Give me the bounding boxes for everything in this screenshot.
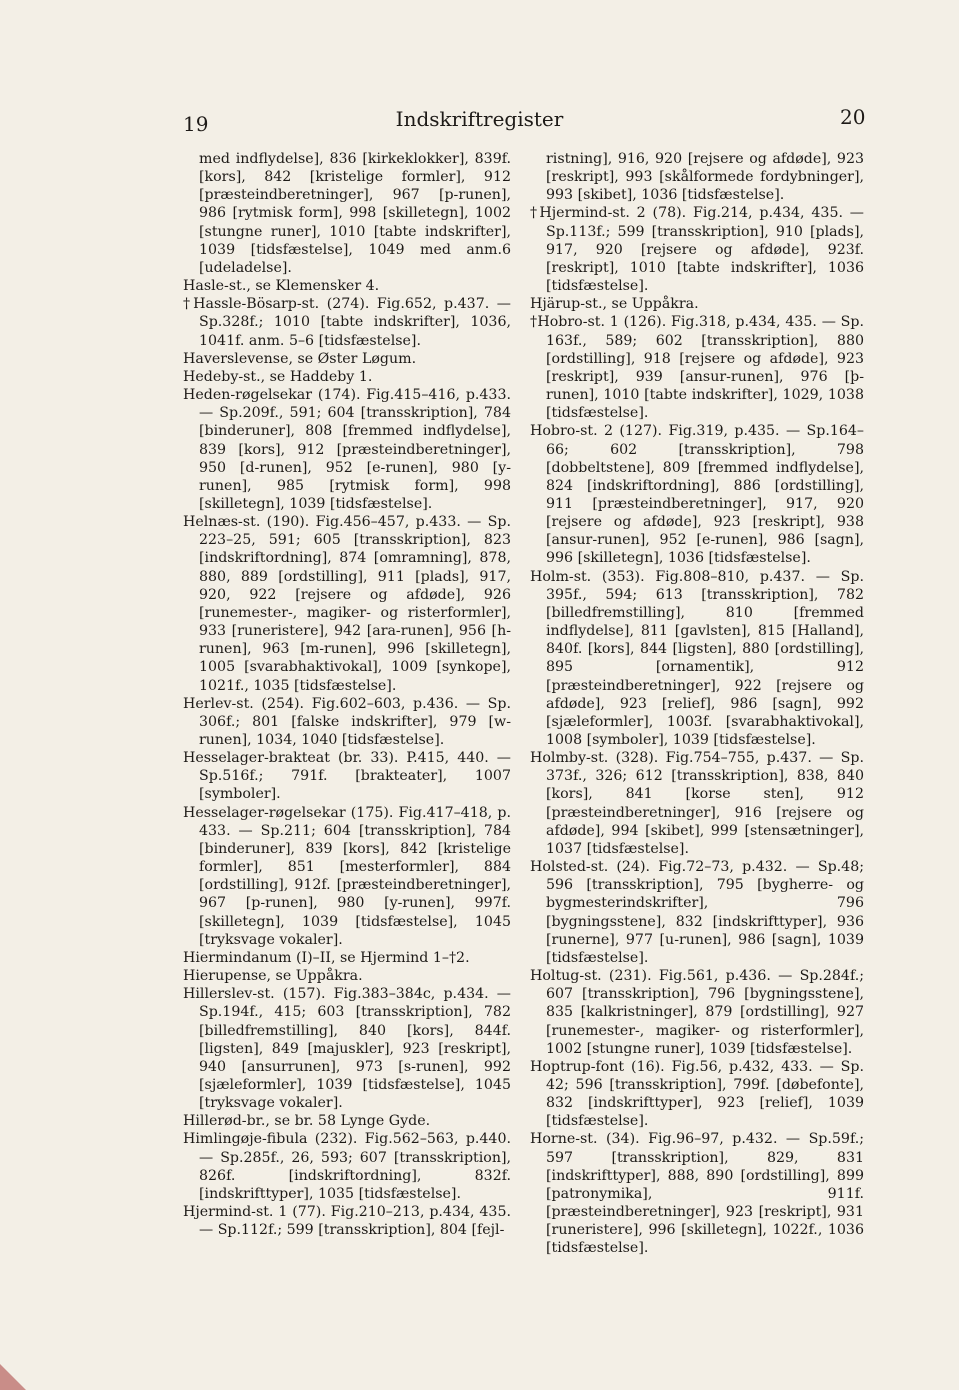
index-entry: †Hjermind-st. 2 (78). Fig.214, p.434, 435. — Sp.113f.; 599 [transskription], 910 [plads], 917, 920 [rejsere og afdøde], 923f. [reskript], 1010 [tabte indskrifter], 1036 [tidsfæstelse]. [530, 205, 864, 295]
index-entry: Hierupense, se Uppåkra. [183, 968, 363, 985]
index-entry: Himlingøje-fibula (232). Fig.562–563, p.440. — Sp.285f., 26, 593; 607 [transskription], 826f. [indskriftordning], 832f. [indskrifttyper], 1035 [tidsfæstelse]. [183, 1131, 511, 1202]
index-entry: Holsted-st. (24). Fig.72–73, p.432. — Sp.48; 596 [transskription], 795 [bygherre- og bygmesterindskrifter], 796 [bygningsstene], 832 [indskrifttyper], 936 [runerne], 977 [u-runen], 986 [sagn], 1039 [tidsfæstelse]. [530, 859, 864, 966]
page-number-right: 20 [840, 105, 866, 129]
page-number-left: 19 [183, 112, 209, 136]
index-entry: Hedeby-st., se Haddeby 1. [183, 368, 373, 385]
index-entry: Hoptrup-font (16). Fig.56, p.432, 433. — Sp. 42; 596 [transskription], 799f. [døbefonte], 832 [indskrifttyper], 923 [relief], 1039 [tidsfæstelse]. [530, 1058, 864, 1130]
left-column [183, 150, 511, 1239]
index-entry: Hillerslev-st. (157). Fig.383–384c, p.434. — Sp.194f., 415; 603 [transskription], 782 [billedfremstilling], 840 [kors], 844f. [ligsten], 849 [majuskler], 923 [reskript], 940 [ansurrunen], 973 [s-runen], 992 [sjæleformler], 1039 [tidsfæstelse], 1045 [tryksvage vokaler]. [183, 986, 511, 1112]
index-entry: Hesselager-røgelsekar (175). Fig.417–418, p. 433. — Sp.211; 604 [transskription], 784 [binderuner], 839 [kors], 842 [kristelige formler], 851 [mesterformler], 884 [ordstilling], 912f. [præsteindberetninger], 967 [p-runen], 980 [y-runen], 997f. [skilletegn], 1039 [tidsfæstelse], 1045 [tryksvage vokaler]. [183, 804, 511, 948]
index-entry: †Hobro-st. 1 (126). Fig.318, p.434, 435. — Sp. 163f., 589; 602 [transskription], 880 [ordstilling], 918 [rejsere og afdøde], 923 [reskript], 939 [ansur-runen], 976 [þ-runen], 1010 [tabte indskrifter], 1029, 1038 [tidsfæstelse]. [530, 314, 864, 422]
index-entry: Haverslevense, se Øster Løgum. [183, 350, 417, 367]
right-column [530, 150, 864, 1258]
index-entry: Hjärup-st., se Uppåkra. [530, 296, 699, 313]
index-entry: Holtug-st. (231). Fig.561, p.436. — Sp.284f.; 607 [transskription], 796 [bygningsstene], 835 [kalkristninger], 879 [ordstilling], 927 [runemester-, magiker- og risterformler], 1002 [stungne runer], 1039 [tidsfæstelse]. [530, 968, 864, 1057]
index-entry: Holmby-st. (328). Fig.754–755, p.437. — Sp. 373f., 326; 612 [transskription], 838, 840 [kors], 841 [korse sten], 912 [præsteindberetninger], 916 [rejsere og afdøde], 994 [skibet], 999 [stensætninger], 1037 [tidsfæstelse]. [530, 750, 864, 857]
index-entry: Hillerød-br., se br. 58 Lynge Gyde. [183, 1113, 431, 1130]
index-entry: med indflydelse], 836 [kirkeklokker], 839f. [kors], 842 [kristelige formler], 912 [præsteindberetninger], 967 [p-runen], 986 [rytmisk form], 998 [skilletegn], 1002 [stungne runer], 1010 [tabte indskrifter], 1039 [tidsfæstelse], 1049 med anm.6 [udeladelse]. [199, 151, 511, 276]
index-entry: Herlev-st. (254). Fig.602–603, p.436. — Sp. 306f.; 801 [falske indskrifter], 979 [w-runen], 1034, 1040 [tidsfæstelse]. [183, 695, 511, 748]
index-entry: ristning], 916, 920 [rejsere og afdøde], 923 [reskript], 993 [skålformede fordybninger], 993 [skibet], 1036 [tidsfæstelse]. [546, 151, 864, 204]
index-entry: Horne-st. (34). Fig.96–97, p.432. — Sp.59f.; 597 [transskription], 829, 831 [indskrifttyper], 888, 890 [ordstilling], 899 [patronymika], 911f. [præsteindberetninger], 923 [reskript], 931 [runeristere], 996 [skilletegn], 1022f., 1036 [tidsfæstelse]. [530, 1131, 864, 1257]
index-entry: Hjermind-st. 1 (77). Fig.210–213, p.434, 435. — Sp.112f.; 599 [transskription], 804 [fejl- [183, 1204, 511, 1239]
page-corner-mark [0, 1364, 26, 1390]
index-entry: Hobro-st. 2 (127). Fig.319, p.435. — Sp.164–66; 602 [transskription], 798 [dobbeltstene], 809 [fremmed indflydelse], 824 [indskriftordning], 886 [ordstilling], 911 [præsteindberetninger], 917, 920 [rejsere og afdøde], 923 [reskript], 938 [ansur-runen], 952 [e-runen], 986 [sagn], 996 [skilletegn], 1036 [tidsfæstelse]. [530, 423, 864, 567]
index-entry: Hasle-st., se Klemensker 4. [183, 278, 380, 295]
running-title: Indskriftregister [395, 107, 564, 131]
index-entry: Helnæs-st. (190). Fig.456–457, p.433. — Sp. 223–25, 591; 605 [transskription], 823 [indskriftordning], 874 [omramning], 878, 880, 889 [ordstilling], 911 [plads], 917, 920, 922 [rejsere og afdøde], 926 [runemester-, magiker- og risterformler], 933 [runeristere], 942 [ara-runen], 956 [h-runen], 963 [m-runen], 996 [skilletegn], 1005 [svarabhaktivokal], 1009 [synkope], 1021f., 1035 [tidsfæstelse]. [183, 514, 511, 694]
index-entry: Heden-røgelsekar (174). Fig.415–416, p.433. — Sp.209f., 591; 604 [transskription], 784 [binderuner], 808 [fremmed indflydelse], 839 [kors], 912 [præsteindberetninger], 950 [d-runen], 952 [e-runen], 980 [y-runen], 985 [rytmisk form], 998 [skilletegn], 1039 [tidsfæstelse]. [183, 387, 511, 512]
index-entry: Hesselager-brakteat (br. 33). P.415, 440. — Sp.516f.; 791f. [brakteater], 1007 [symboler]. [183, 750, 511, 803]
index-entry: Hiermindanum (I)–II, se Hjermind 1–†2. [183, 949, 470, 966]
page-header [0, 100, 959, 140]
index-entry: †Hassle-Bösarp-st. (274). Fig.652, p.437. — Sp.328f.; 1010 [tabte indskrifter], 1036, 1041f. anm. 5–6 [tidsfæstelse]. [183, 296, 511, 349]
index-entry: Holm-st. (353). Fig.808–810, p.437. — Sp. 395f., 594; 613 [transskription], 782 [billedfremstilling], 810 [fremmed indflydelse], 811 [gavlsten], 815 [Halland], 840f. [kors], 844 [ligsten], 880 [ordstilling], 895 [ornamentik], 912 [præsteindberetninger], 922 [rejsere og afdøde], 923 [relief], 986 [sagn], 992 [sjæleformler], 1003f. [svarabhaktivokal], 1008 [symboler], 1039 [tidsfæstelse]. [530, 568, 864, 748]
